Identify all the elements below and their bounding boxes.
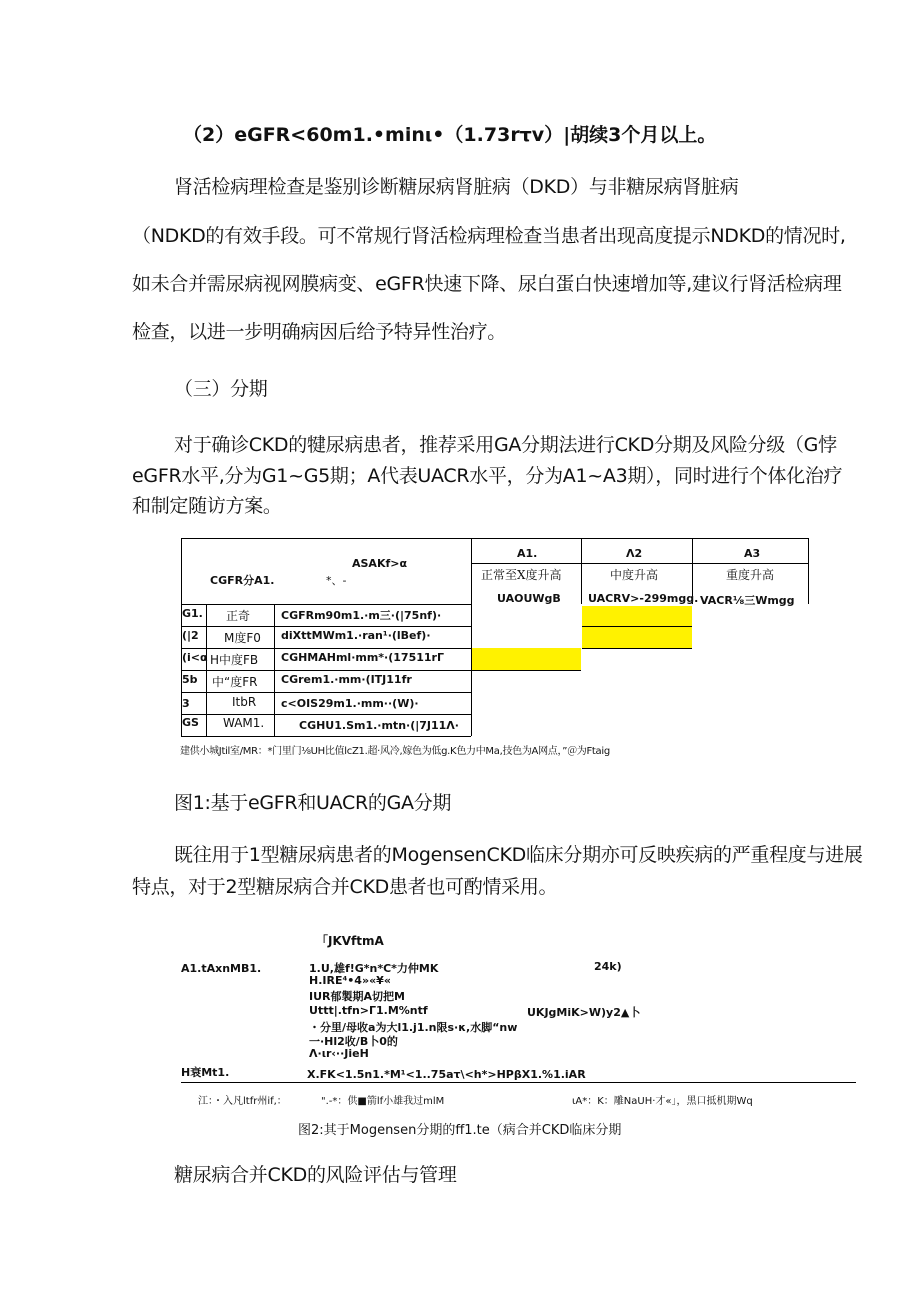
col-value-a1: UAOUWgB [497,592,561,605]
table-note: 江：・入凡ltfr州if,： [198,1096,287,1107]
table-border [181,648,471,649]
row-g-range: diXttMWm1.·ran¹·(lBef)· [281,629,431,642]
paragraph-line: 特点，对于2型糖尿病合并CKD患者也可酌情采用。 [132,876,558,898]
table-border [582,626,692,627]
table-border [181,692,471,693]
paragraph-line: eGFR水平,分为G1~G5期；A代表UACR水平，分为A1~A3期），同时进行个体化治疗 [132,465,843,487]
row-g-name: 中“度FR [212,675,258,689]
figure-caption: 图2:其于Mogensen分期的ff1.te（病合并CKD临床分期 [298,1123,622,1138]
highlight-cell [582,606,692,626]
col-desc-a1: 正常至X度升高 [481,568,562,582]
table-border [471,538,472,604]
table-border [181,626,471,627]
row-g-name: H中度FB [210,653,259,667]
section-heading-egfr: （2）eGFR<60m1.•minι•（1.73rτv）|胡续3个月以上。 [183,124,717,146]
stage-text: 1.U,雄f!G*n*C*力仲MK [309,962,439,975]
table-border [181,604,471,605]
table-border [471,670,581,671]
row-g-name: ItbR [232,695,257,709]
stage-text: ・分里/母收a为大l1.j1.n限s·κ,水脚“nw [309,1021,518,1034]
stage-text: Uttt|.tfn>Γ1.M%ntf [309,1004,428,1017]
paragraph-line: 如未合并需尿病视网膜病变、eGFR快速下降、尿白蛋白快速增加等,建议行肾活检病理 [132,273,842,295]
stage-text: IUR郁製期A切把M [309,990,405,1003]
paragraph-line: 肾活检病理检查是鉴别诊断糖尿病肾脏病（DKD）与非糖尿病肾脏病 [174,176,739,198]
stage-text: H.IRE⁴•4»«¥« [309,974,391,987]
stage-text: X.FK<1.5n1.*M¹<1..75aτ\<h*>HPβX1.%1.iAR [307,1068,586,1081]
table-border [181,714,471,715]
table-border [808,538,809,604]
highlight-cell [471,648,581,670]
col-value-a3: VACR⅛三Wmgg [700,594,795,607]
stage-label: H衰Mt1. [181,1066,230,1079]
table-note: 建供小城Jtil室/MR：*门里门⅛UH比值lcZ1.超·风冷,嫁色为低g.K色力中Ma,技色为A网点，”＠为Ftaig [180,746,610,757]
row-g-code: G1. [182,607,203,620]
paragraph-line: 对于确诊CKD的犍尿病患者，推荐采用GA分期法进行CKD分期及风险分级（G悖 [174,434,837,456]
row-g-range: CGHU1.Sm1.·mtn·(|7J11Λ· [299,719,459,732]
row-g-name: 正奇 [226,609,251,623]
row-g-name: WAM1. [223,716,265,730]
stage-text: Λ·ιr‹··JieH [309,1047,369,1060]
col-code-a2: Λ2 [626,547,643,560]
col-desc-a2: 中度升高 [610,568,659,582]
table-border [582,648,692,649]
paragraph-line: 既往用于1型糖尿病患者的MogensenCKD临床分期亦可反映疾病的严重程度与进展 [174,844,863,866]
header-ga: ASAKf>α [352,557,408,570]
row-g-code: (i<α [182,651,208,664]
paragraph-line: 和制定随访方案。 [132,495,282,517]
stage-text: 一·Hl2收/B卜0的 [309,1035,398,1048]
row-g-code: GS [182,716,199,729]
header-egfr: CGFR分A1. [210,574,275,587]
section-heading-risk: 糖尿病合并CKD的风险评估与管理 [174,1164,457,1186]
paragraph-line: （NDKD的有效手段。可不常规行肾活检病理检查当患者出现高度提示NDKD的情况时, [132,225,846,247]
col-code-a3: A3 [744,547,761,560]
table-border [471,563,809,564]
section-heading-staging: （三）分期 [174,378,268,400]
highlight-cell [582,626,692,648]
row-g-code: 3 [182,697,190,710]
row-g-code: (|2 [182,629,199,642]
table-border [181,538,809,539]
paragraph-line: 检查，以进一步明确病因后给予特异性治疗。 [132,321,507,343]
table-border [581,538,582,604]
row-g-name: M度F0 [224,631,261,645]
table-border [181,670,471,671]
row-g-range: CGHMAHml·mm*·(17511rΓ [281,651,444,664]
table-note: ιA*：K：雕NaUH·才«」，黑口抵机期Wq [572,1096,753,1107]
header-egfr-sub: *、- [326,574,347,587]
table-border [181,1082,856,1083]
row-g-range: c<OIS29m1.·mm··(W)· [281,697,419,710]
row-g-range: CGrem1.·mm·(ITJ11fr [281,673,412,686]
stage-label: A1.tAxnMB1. [181,962,262,975]
figure-caption: 图1:基于eGFR和UACR的GA分期 [174,792,452,814]
stage-value: 24k) [594,960,622,973]
row-g-code: 5b [182,673,198,686]
row-g-range: CGFRm90m1.·m三·(|75nf)· [281,609,442,622]
col-value-a2: UACRV>-299mgg. [588,592,699,605]
col-desc-a3: 重度升高 [726,568,775,582]
col-code-a1: A1. [517,547,538,560]
table-title: 「JKVftmA [316,934,384,948]
table-border [181,736,471,737]
table-note: ".-*：供■箭lf小雄我过mlM [321,1096,445,1107]
stage-value: UKJgMiK>W)y2▲卜 [527,1006,641,1019]
